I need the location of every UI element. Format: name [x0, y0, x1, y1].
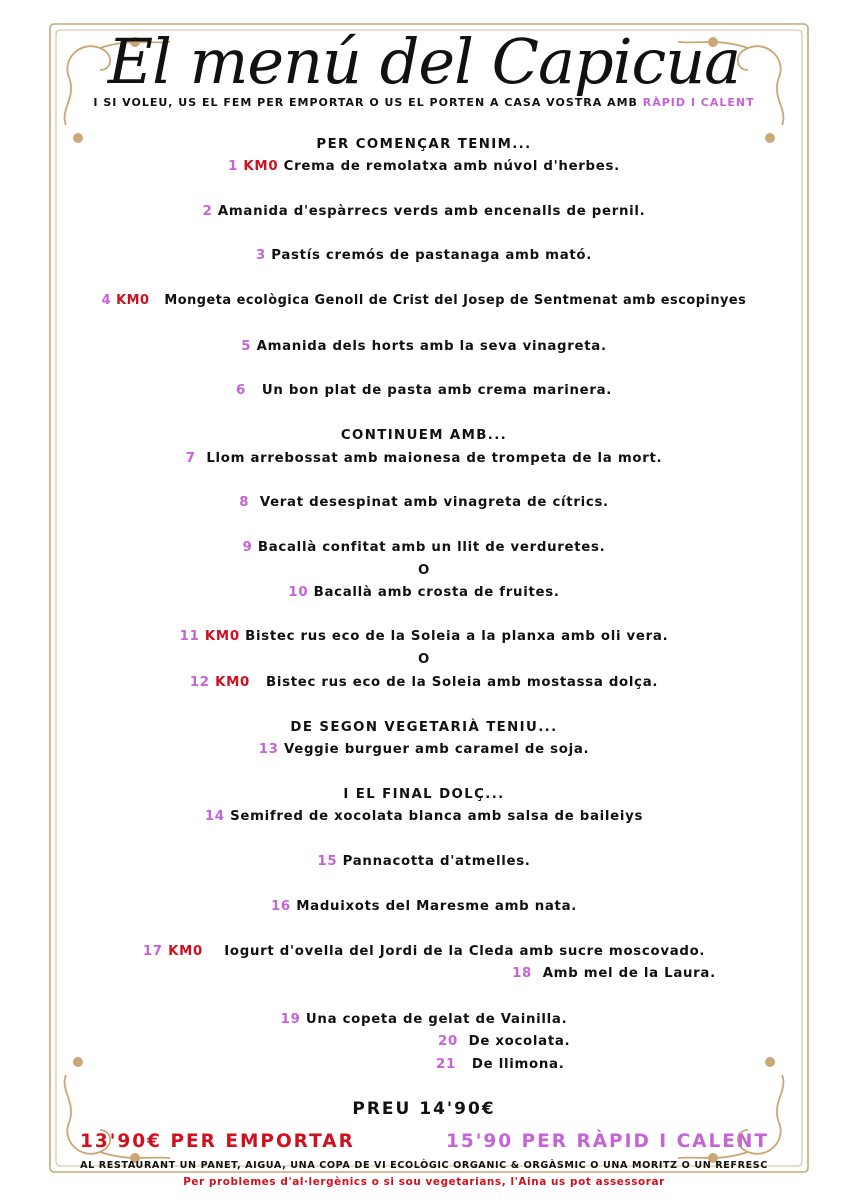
item-text: Amanida dels horts amb la seva vinagreta. — [256, 339, 607, 354]
item-text: Semifred de xocolata blanca amb salsa de baileiys — [230, 809, 644, 824]
item-text: Mongeta ecològica Genoll de Crist del Josep de Sentmenat amb escopinyes — [164, 293, 747, 308]
menu-item — [0, 494, 848, 512]
menu-item — [0, 382, 848, 400]
item-number: 12 — [189, 675, 210, 690]
item-text: Crema de remolatxa amb núvol d'herbes. — [283, 159, 620, 174]
item-text: Bacallà amb crosta de fruites. — [313, 585, 560, 600]
section-header-starters: PER COMENÇAR TENIM... — [316, 137, 532, 152]
item-text: Veggie burguer amb caramel de soja. — [283, 742, 590, 757]
takeaway-price: 13'90€ PER EMPORTAR — [80, 1131, 355, 1152]
item-number: 6 — [235, 383, 246, 398]
item-number: 15 — [317, 854, 338, 869]
menu-item — [0, 674, 848, 692]
menu-item — [0, 943, 848, 961]
item-text: Bacallà confitat amb un llit de verduretes. — [257, 540, 606, 555]
delivery-price: 15'90 PER RÀPID I CALENT — [446, 1131, 770, 1152]
item-number: 21 — [436, 1057, 456, 1072]
section-header-vegetarian: DE SEGON VEGETARIÀ TENIU... — [290, 720, 558, 735]
menu-price: PREU 14'90€ — [352, 1099, 496, 1119]
item-text: Bistec rus eco de la Soleia a la planxa amb oli vera. — [245, 629, 669, 644]
menu-item — [0, 539, 848, 557]
menu-item — [0, 808, 848, 826]
item-text: Amb mel de la Laura. — [542, 966, 716, 981]
section-header-desserts: I EL FINAL DOLÇ... — [343, 787, 505, 802]
menu-item — [190, 965, 848, 983]
menu-item — [0, 338, 848, 356]
item-number: 3 — [255, 248, 266, 263]
item-text: Un bon plat de pasta amb crema marinera. — [261, 383, 613, 398]
section-header-mains: CONTINUEM AMB... — [340, 428, 508, 443]
item-number: 9 — [242, 540, 253, 555]
allergen-note: Per problemes d'al·lergènics o si sou vegetarians, l'Aina us pot assessorar — [183, 1176, 665, 1188]
menu-item — [0, 584, 848, 602]
item-number: 19 — [280, 1012, 301, 1027]
tagline-accent: RÀPID I CALENT — [642, 96, 755, 109]
km0-badge: KM0 — [116, 293, 150, 308]
item-number: 10 — [288, 585, 309, 600]
menu-item — [0, 292, 848, 310]
menu-item — [0, 741, 848, 759]
item-text: Llom arrebossat amb maionesa de trompeta de la mort. — [206, 451, 663, 466]
item-text: Pastís cremós de pastanaga amb mató. — [271, 248, 593, 263]
item-number: 2 — [202, 204, 213, 219]
menu-item — [0, 158, 848, 176]
tagline-text: I SI VOLEU, US EL FEM PER EMPORTAR O US EL PORTEN A CASA VOSTRA AMB — [93, 96, 643, 109]
item-text: Amanida d'espàrrecs verds amb encenalls de pernil. — [217, 204, 646, 219]
menu-item — [0, 1011, 848, 1029]
item-text: Bistec rus eco de la Soleia amb mostassa dolça. — [265, 675, 659, 690]
item-number: 18 — [512, 966, 533, 981]
menu-item — [438, 1033, 570, 1051]
km0-badge: KM0 — [204, 629, 240, 644]
menu-item — [436, 1056, 564, 1074]
item-number: 8 — [239, 495, 250, 510]
or-separator: O — [417, 652, 430, 667]
menu-item — [0, 628, 848, 646]
item-text: Una copeta de gelat de Vainilla. — [305, 1012, 568, 1027]
restaurant-note: AL RESTAURANT UN PANET, AIGUA, UNA COPA DE VI ECOLÒGIC ORGANIC & ORGÀSMIC O UNA MORITZ O UN REFRESC — [80, 1160, 768, 1171]
menu-title: El menú del Capicua — [107, 25, 741, 98]
item-number: 14 — [204, 809, 225, 824]
km0-badge: KM0 — [243, 159, 279, 174]
item-text: Pannacotta d'atmelles. — [342, 854, 531, 869]
item-number: 1 — [228, 159, 239, 174]
item-text: De xocolata. — [468, 1034, 571, 1049]
menu-item — [0, 898, 848, 916]
item-number: 17 — [142, 944, 163, 959]
km0-badge: KM0 — [168, 944, 203, 959]
item-number: 11 — [179, 629, 200, 644]
menu-item — [0, 203, 848, 221]
item-text: Iogurt d'ovella del Jordi de la Cleda amb sucre moscovado. — [224, 944, 706, 959]
item-text: Maduixots del Maresme amb nata. — [296, 899, 578, 914]
or-separator: O — [417, 563, 430, 578]
km0-badge: KM0 — [215, 675, 250, 690]
item-number: 20 — [438, 1034, 458, 1049]
item-number: 13 — [258, 742, 279, 757]
item-number: 4 — [101, 293, 112, 308]
menu-item — [0, 247, 848, 265]
item-text: De llimona. — [471, 1057, 565, 1072]
item-number: 7 — [185, 451, 196, 466]
menu-item — [0, 853, 848, 871]
menu-item — [0, 450, 848, 468]
item-number: 16 — [270, 899, 291, 914]
item-number: 5 — [241, 339, 252, 354]
item-text: Verat desespinat amb vinagreta de cítrics. — [259, 495, 609, 510]
tagline — [0, 95, 848, 111]
